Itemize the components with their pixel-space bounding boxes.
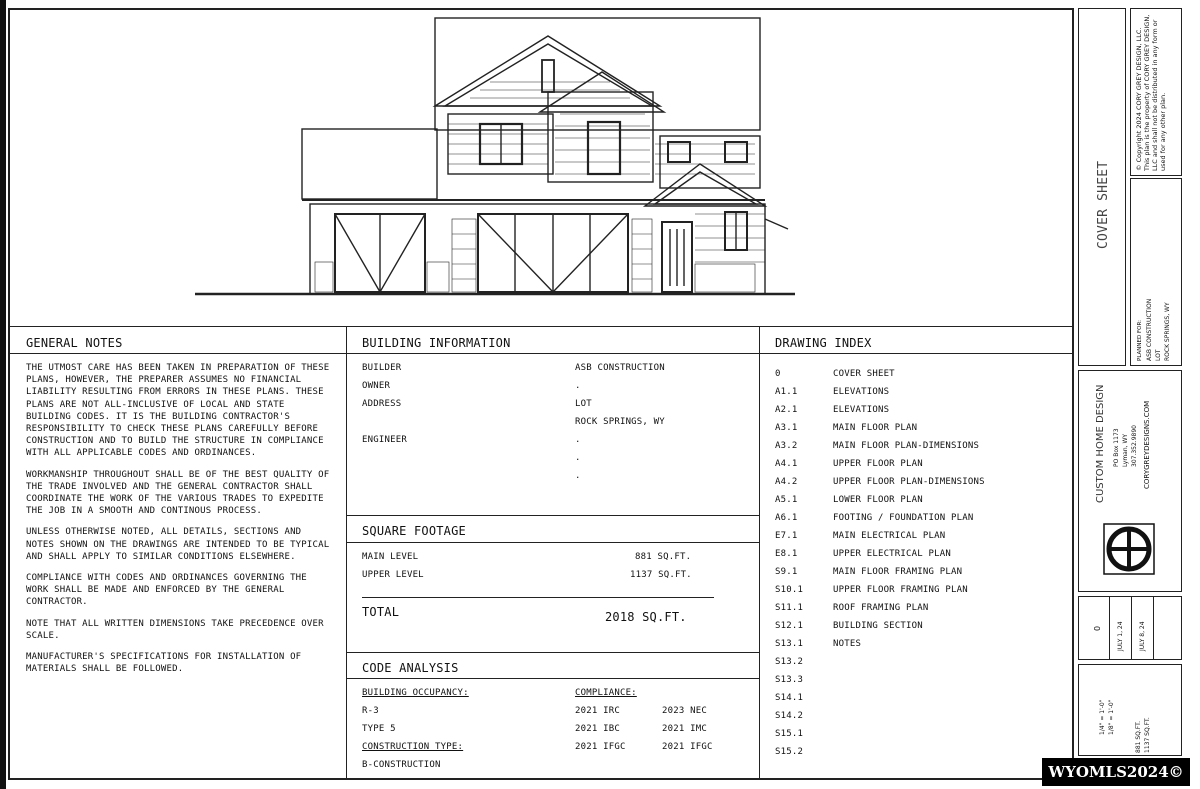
copyright-panel xyxy=(1130,8,1182,176)
sheet-name: MAIN ELECTRICAL PLAN xyxy=(833,531,946,541)
code-item: 2021 IFGC xyxy=(575,742,626,752)
project-city: ROCK SPRINGS, WY xyxy=(1164,302,1171,361)
general-notes-title: GENERAL NOTES xyxy=(26,336,123,350)
sheet-code: A2.1 xyxy=(775,405,798,415)
copyright-text: © Copyright 2024 CORY GREY DESIGN, LLC. This plan is the property of CORY GREY DESIGN, LLC and shall not be distributed in any form or used for any other plan. xyxy=(1135,14,1167,171)
house-front-elevation xyxy=(190,14,810,304)
company-website: CORYGREYDESIGNS.COM xyxy=(1143,400,1151,489)
sheet-code: A3.1 xyxy=(775,423,798,433)
compliance-label: COMPLIANCE: xyxy=(575,688,637,698)
sheet-code: S10.1 xyxy=(775,585,804,595)
revision-number: 0 xyxy=(1093,625,1102,631)
total-label: TOTAL xyxy=(362,605,400,619)
sheet-code: A3.2 xyxy=(775,441,798,451)
code-item: 2021 IBC xyxy=(575,724,620,734)
address-label: ADDRESS xyxy=(362,399,402,409)
sheet-code: S14.2 xyxy=(775,711,804,721)
scale-1: 1/4" = 1'-0" xyxy=(1099,699,1106,735)
occupancy-type: TYPE 5 xyxy=(362,724,396,734)
main-level-label: MAIN LEVEL xyxy=(362,552,419,562)
company-city: Lyman, WY xyxy=(1122,433,1129,467)
date-1: JULY 1, 24 xyxy=(1117,621,1124,651)
occupancy-label: BUILDING OCCUPANCY: xyxy=(362,688,469,698)
sheet-name: BUILDING SECTION xyxy=(833,621,923,631)
engineer-value: . xyxy=(575,471,581,481)
sheet-code: 0 xyxy=(775,369,781,379)
sheet-code: S15.2 xyxy=(775,747,804,757)
sheet-name: FOOTING / FOUNDATION PLAN xyxy=(833,513,974,523)
scale-panel xyxy=(1078,664,1182,756)
sheet-name: MAIN FLOOR PLAN xyxy=(833,423,918,433)
company-phone: 307.352.9890 xyxy=(1131,425,1138,467)
occupancy-value: R-3 xyxy=(362,706,379,716)
sheet-code: S14.1 xyxy=(775,693,804,703)
construction-type-label: CONSTRUCTION TYPE: xyxy=(362,742,464,752)
sheet-name: ELEVATIONS xyxy=(833,405,890,415)
project-label: PLANNED FOR: xyxy=(1137,320,1143,361)
square-footage-title: SQUARE FOOTAGE xyxy=(362,524,466,538)
sheet-code: E8.1 xyxy=(775,549,798,559)
code-item: 2021 IMC xyxy=(662,724,707,734)
sheet-name: MAIN FLOOR PLAN-DIMENSIONS xyxy=(833,441,980,451)
main-level-value: 881 SQ.FT. xyxy=(635,552,692,562)
sheet-code: A1.1 xyxy=(775,387,798,397)
owner-label: OWNER xyxy=(362,381,391,391)
sheet-name: UPPER FLOOR PLAN xyxy=(833,459,923,469)
sheet-name: UPPER FLOOR FRAMING PLAN xyxy=(833,585,968,595)
upper-level-label: UPPER LEVEL xyxy=(362,570,424,580)
revision-panel xyxy=(1078,596,1182,660)
sheet-code: A6.1 xyxy=(775,513,798,523)
sheet-name: UPPER FLOOR PLAN-DIMENSIONS xyxy=(833,477,985,487)
sheet-code: A4.2 xyxy=(775,477,798,487)
sheet-code: E7.1 xyxy=(775,531,798,541)
general-notes-body xyxy=(26,362,331,684)
code-analysis-title: CODE ANALYSIS xyxy=(362,661,459,675)
company-name: CUSTOM HOME DESIGN xyxy=(1095,384,1106,503)
sheet-name: ELEVATIONS xyxy=(833,387,890,397)
sheet-code: S12.1 xyxy=(775,621,804,631)
sheet-name: NOTES xyxy=(833,639,862,649)
drawing-index-title: DRAWING INDEX xyxy=(775,336,872,350)
note-paragraph: NOTE THAT ALL WRITTEN DIMENSIONS TAKE PRECEDENCE OVER SCALE. xyxy=(26,618,324,641)
designer-panel xyxy=(1078,370,1182,592)
company-logo-icon xyxy=(1103,523,1155,575)
note-paragraph: UNLESS OTHERWISE NOTED, ALL DETAILS, SECTIONS AND NOTES SHOWN ON THE DRAWINGS ARE INTENDED TO BE TYPICAL AND SHALL APPLY TO SIMILAR CONDITIONS ELSEWHERE. xyxy=(26,527,330,562)
sheet-name: ROOF FRAMING PLAN xyxy=(833,603,929,613)
mls-watermark: WYOMLS2024© xyxy=(1042,758,1190,786)
engineer-value: . xyxy=(575,435,581,445)
project-lot: LOT xyxy=(1155,349,1162,361)
construction-type-value: B-CONSTRUCTION xyxy=(362,760,441,770)
sheet-name: UPPER ELECTRICAL PLAN xyxy=(833,549,951,559)
sheet-code: S13.1 xyxy=(775,639,804,649)
builder-label: BUILDER xyxy=(362,363,402,373)
sheet-name: COVER SHEET xyxy=(833,369,895,379)
sheet-code: S13.3 xyxy=(775,675,804,685)
total-value: 2018 SQ.FT. xyxy=(605,610,687,624)
code-item: 2023 NEC xyxy=(662,706,707,716)
sheet-code: A5.1 xyxy=(775,495,798,505)
builder-value: ASB CONSTRUCTION xyxy=(575,363,665,373)
left-border-bar xyxy=(0,0,6,789)
engineer-value: . xyxy=(575,453,581,463)
sheet-code: S9.1 xyxy=(775,567,798,577)
project-client: ASB CONSTRUCTION xyxy=(1146,298,1153,361)
sheet-title: COVER SHEET xyxy=(1096,160,1111,249)
company-po-box: PO Box 1173 xyxy=(1113,428,1120,467)
drawing-sheet xyxy=(8,8,1074,780)
note-paragraph: MANUFACTURER'S SPECIFICATIONS FOR INSTALLATION OF MATERIALS SHALL BE FOLLOWED. xyxy=(26,652,302,675)
scale-2: 1/8" = 1'-0" xyxy=(1108,699,1115,735)
project-panel xyxy=(1130,178,1182,366)
sheet-title-panel xyxy=(1078,8,1126,366)
building-info-title: BUILDING INFORMATION xyxy=(362,336,511,350)
address-line2: ROCK SPRINGS, WY xyxy=(575,417,665,427)
code-item: 2021 IFGC xyxy=(662,742,713,752)
date-2: JULY 8, 24 xyxy=(1139,621,1146,651)
upper-level-value: 1137 SQ.FT. xyxy=(630,570,692,580)
sqft-1: 881 SQ.FT. xyxy=(1135,720,1142,753)
sheet-code: S11.1 xyxy=(775,603,804,613)
note-paragraph: COMPLIANCE WITH CODES AND ORDINANCES GOVERNING THE WORK SHALL BE MADE AND ENFORCED BY THE GENERAL CONTRACTOR. xyxy=(26,573,307,608)
address-line1: LOT xyxy=(575,399,592,409)
code-item: 2021 IRC xyxy=(575,706,620,716)
sheet-code: A4.1 xyxy=(775,459,798,469)
note-paragraph: WORKMANSHIP THROUGHOUT SHALL BE OF THE BEST QUALITY OF THE TRADE INVOLVED AND THE GENERAL CONTRACTOR SHALL COORDINATE THE WORK OF THE VARIOUS TRADES TO EXPEDITE THE JOB IN A SMOOTH AND CONTINOUS PROCESS. xyxy=(26,469,330,517)
sheet-code: S13.2 xyxy=(775,657,804,667)
owner-value: . xyxy=(575,381,581,391)
note-paragraph: THE UTMOST CARE HAS BEEN TAKEN IN PREPARATION OF THESE PLANS, HOWEVER, THE PREPARER ASSUMES NO FINANCIAL LIABILITY RESULTING FROM ERRORS IN THESE PLANS. THESE PLANS ARE NOT ALL-INCLUSIVE OF LOCAL AND STATE BUILDING CODES. IT IS THE BUILDING CONTRACTOR'S RESPONSIBILITY TO CHECK THESE PLANS CAREFULLY BEFORE CONSTRUCTION AND TO BUILD THE STRUCTURE IN COMPLIANCE WITH ALL APPLICABLE CODES AND ORDINANCES. xyxy=(26,363,330,459)
sheet-name: MAIN FLOOR FRAMING PLAN xyxy=(833,567,963,577)
engineer-label: ENGINEER xyxy=(362,435,407,445)
sqft-2: 1137 SQ.FT. xyxy=(1144,717,1151,753)
sheet-name: LOWER FLOOR PLAN xyxy=(833,495,923,505)
sheet-code: S15.1 xyxy=(775,729,804,739)
